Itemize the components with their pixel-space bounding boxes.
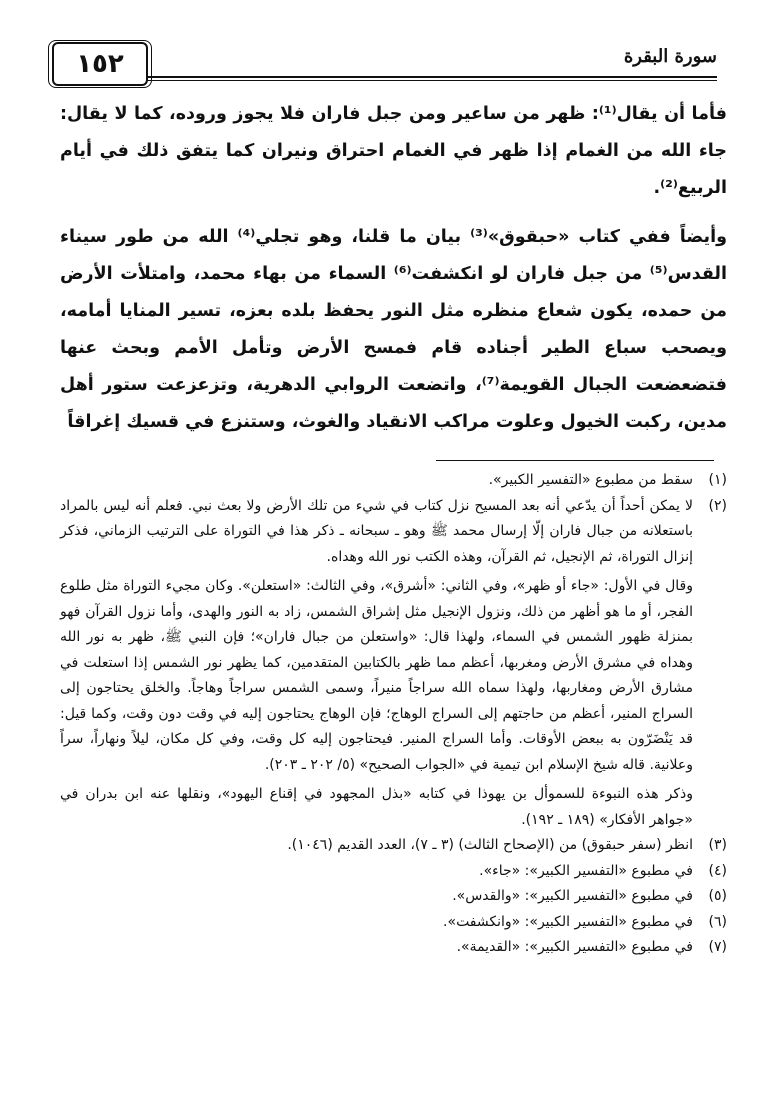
footnote-number: (٧)	[708, 939, 727, 955]
footnote-text: في مطبوع «التفسير الكبير»: «جاء».	[479, 862, 693, 879]
footnote-2-continued: وقال في الأول: «جاء أو ظهر»، وفي الثاني: «أشرق»، وفي الثالث: «استعلن». وكان مجيء التوراة مثل طلوع الفجر، أو ما هو أظهر من ذلك، ونزول الإنجيل مثل إشراق الشمس، زاد به النور والهدى، وأما نزول القرآن فهو بمنزلة ظهور الشمس في السماء، ولهذا قال: «واستعلن من جبال فاران»؛ فإن النبي ﷺ، ظهر به نور الله وهداه في مشرق الأرض ومغربها، أعظم مما ظهر بالكتابين المتقدمين، كما يظهر نور الشمس إذا استعلت في مشارق الأرض ومغاربها، ولهذا سماه الله سراجاً منيراً، وسمى الشمس سراجاً وهاجاً. والخلق يحتاجون إلى السراج المنير، أعظم من حاجتهم إلى السراج الوهاج؛ فإن الوهاج يحتاجون إليه في وقت دون وقت، وكما قيل: قد يَنْضَرّون به ببعض الأوقات. وأما السراج المنير. فيحتاجون إليه كل وقت، وفي كل مكان، ليلاً ونهاراً، سراً وعلانية. قاله شيخ الإسلام ابن تيمية في «الجواب الصحيح» (٥/ ٢٠٢ ـ ٢٠٣).	[60, 578, 693, 773]
footnote-text: سقط من مطبوع «التفسير الكبير».	[488, 472, 693, 488]
footnote-text: لا يمكن أحداً أن يدّعي أنه بعد المسيح نزل كتاب في شيء من تلك الأرض ولا بعث نبي. فعلم أنه ليس بالمراد باستعلانه من جبال فاران إلّا إرسال محمد ﷺ وهو ـ سبحانه ـ ذكر هذا في التوراة على الترتيب الزماني، فذكر إنزال التوراة، ثم الإنجيل، ثم القرآن، وهذه الكتب نور الله وهداه.	[60, 497, 693, 565]
main-text	[60, 96, 727, 453]
footnote-1	[60, 468, 727, 494]
footnote-text: انظر (سفر حبقوق) من (الإصحاح الثالث) (٣ ـ ٧)، العدد القديم (١٠٤٦).	[287, 837, 693, 853]
footnote-5	[60, 884, 727, 910]
footnote-number: (٢)	[708, 497, 727, 514]
header-rule-thin	[146, 80, 717, 81]
footnote-number: (٤)	[708, 862, 727, 879]
paragraph-2: وأيضاً ففي كتاب «حبقوق»⁽³⁾ بيان ما قلنا، وهو تجلي⁽⁴⁾ الله من طور سيناء القدس⁽⁵⁾ من جبل فاران لو انكشفت⁽⁶⁾ السماء من بهاء محمد، وامتلأت الأرض من حمده، يكون شعاع منظره مثل النور يحفظ بلده بعزه، تسير المنايا أمامه، ويصحب سباع الطير أجناده قام فمسح الأرض وتأمل الأمم وبحث عنها فتضعضعت الجبال القويمة⁽⁷⁾، واتضعت الروابي الدهرية، وتزعزعت ستور أهل مدين، ركبت الخيول وعلوت مراكب الانقياد والغوث، وستنزع في قسيك إغراقاً	[60, 227, 727, 432]
footnote-divider	[436, 460, 714, 461]
footnote-7	[60, 935, 727, 961]
footnote-text: في مطبوع «التفسير الكبير»: «والقدس».	[452, 888, 693, 904]
surah-title: سورة البقرة	[623, 46, 717, 67]
footnote-4	[60, 859, 727, 885]
page-header	[52, 42, 717, 92]
footnote-2-source: وذكر هذه النبوءة للسموأل بن يهوذا في كتابه «بذل المجهود في إقناع اليهود»، ونقلها عنه ابن بدران في «جواهر الأفكار» (١٨٩ ـ ١٩٢).	[60, 786, 693, 828]
page-number: ١٥٢	[76, 49, 124, 79]
footnote-text: في مطبوع «التفسير الكبير»: «القديمة».	[456, 939, 693, 955]
footnote-2	[60, 494, 727, 571]
footnote-number: (١)	[708, 472, 727, 488]
header-rule	[146, 76, 717, 78]
footnotes	[60, 468, 727, 961]
footnote-3	[60, 833, 727, 859]
footnote-text: في مطبوع «التفسير الكبير»: «وانكشفت».	[443, 913, 693, 930]
footnote-number: (٣)	[708, 837, 727, 853]
page-number-frame	[52, 42, 148, 86]
footnote-6	[60, 910, 727, 936]
paragraph-1: فأما أن يقال⁽¹⁾: ظهر من ساعير ومن جبل فاران فلا يجوز وروده، كما لا يقال: جاء الله من الغمام إذا ظهر في الغمام احتراق ونيران كما يتفق ذلك في أيام الربيع⁽²⁾.	[60, 104, 727, 198]
footnote-number: (٥)	[708, 888, 727, 904]
footnote-number: (٦)	[708, 913, 727, 930]
